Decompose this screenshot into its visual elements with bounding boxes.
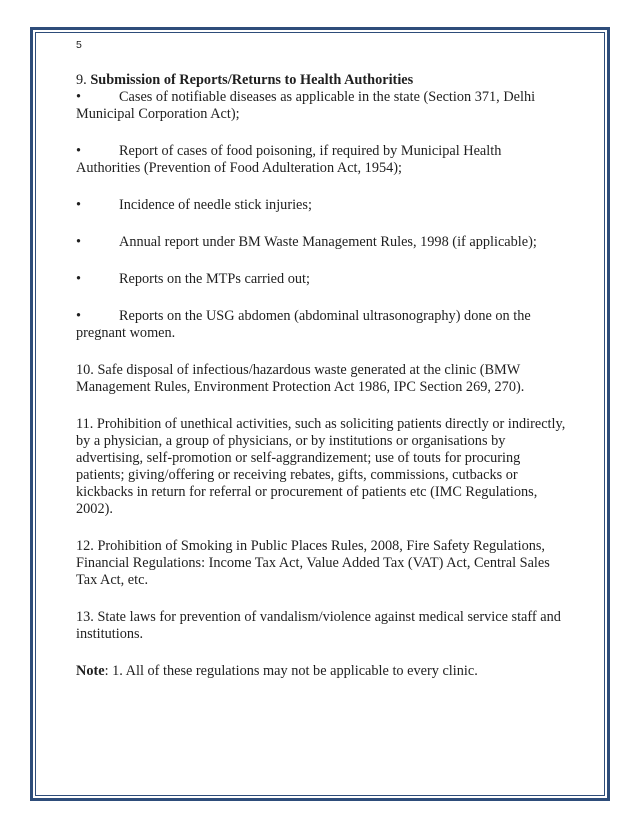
item-12: 12. Prohibition of Smoking in Public Places Rules, 2008, Fire Safety Regulations, Financial Regulations: Income Tax Act, Value Added Tax (VAT) Act, Central Sales Tax Act, etc. bbox=[76, 538, 550, 588]
section-9-bullet: • Annual report under BM Waste Management Rules, 1998 (if applicable); bbox=[76, 234, 537, 250]
note bbox=[76, 663, 566, 680]
section-9 bbox=[76, 72, 566, 342]
note-text: : 1. All of these regulations may not be applicable to every clinic. bbox=[104, 663, 478, 679]
section-9-bullet: • Incidence of needle stick injuries; bbox=[76, 197, 312, 213]
item-13: 13. State laws for prevention of vandalism/violence against medical service staff and institutions. bbox=[76, 609, 561, 642]
section-9-number: 9. bbox=[76, 72, 87, 88]
item-10: 10. Safe disposal of infectious/hazardous waste generated at the clinic (BMW Management Rules, Environment Protection Act 1986, IPC Section 269, 270). bbox=[76, 362, 525, 395]
section-9-title: Submission of Reports/Returns to Health Authorities bbox=[90, 72, 414, 88]
note-label: Note bbox=[76, 663, 105, 679]
section-9-bullet: • Report of cases of food poisoning, if required by Municipal Health Authorities (Prevention of Food Adulteration Act, 1954); bbox=[76, 143, 502, 176]
item-11: 11. Prohibition of unethical activities, such as soliciting patients directly or indirectly, by a physician, a group of physicians, or by institutions or organisations by advertising, self-promotion or self-aggrandizement; use of touts for procuring patients; giving/offering or receiving rebates, gifts, commissions, cutbacks or kickbacks in return for referral or procurement of patients etc (IMC Regulations, 2002). bbox=[76, 416, 566, 517]
section-9-bullet: • Reports on the MTPs carried out; bbox=[76, 271, 310, 287]
document-body bbox=[76, 72, 566, 700]
page-number: 5 bbox=[76, 39, 82, 51]
section-9-bullet: • Reports on the USG abdomen (abdominal ultrasonography) done on the pregnant women. bbox=[76, 308, 531, 341]
section-9-heading bbox=[76, 72, 566, 89]
section-9-bullet: • Cases of notifiable diseases as applicable in the state (Section 371, Delhi Municipal Corporation Act); bbox=[76, 89, 536, 122]
